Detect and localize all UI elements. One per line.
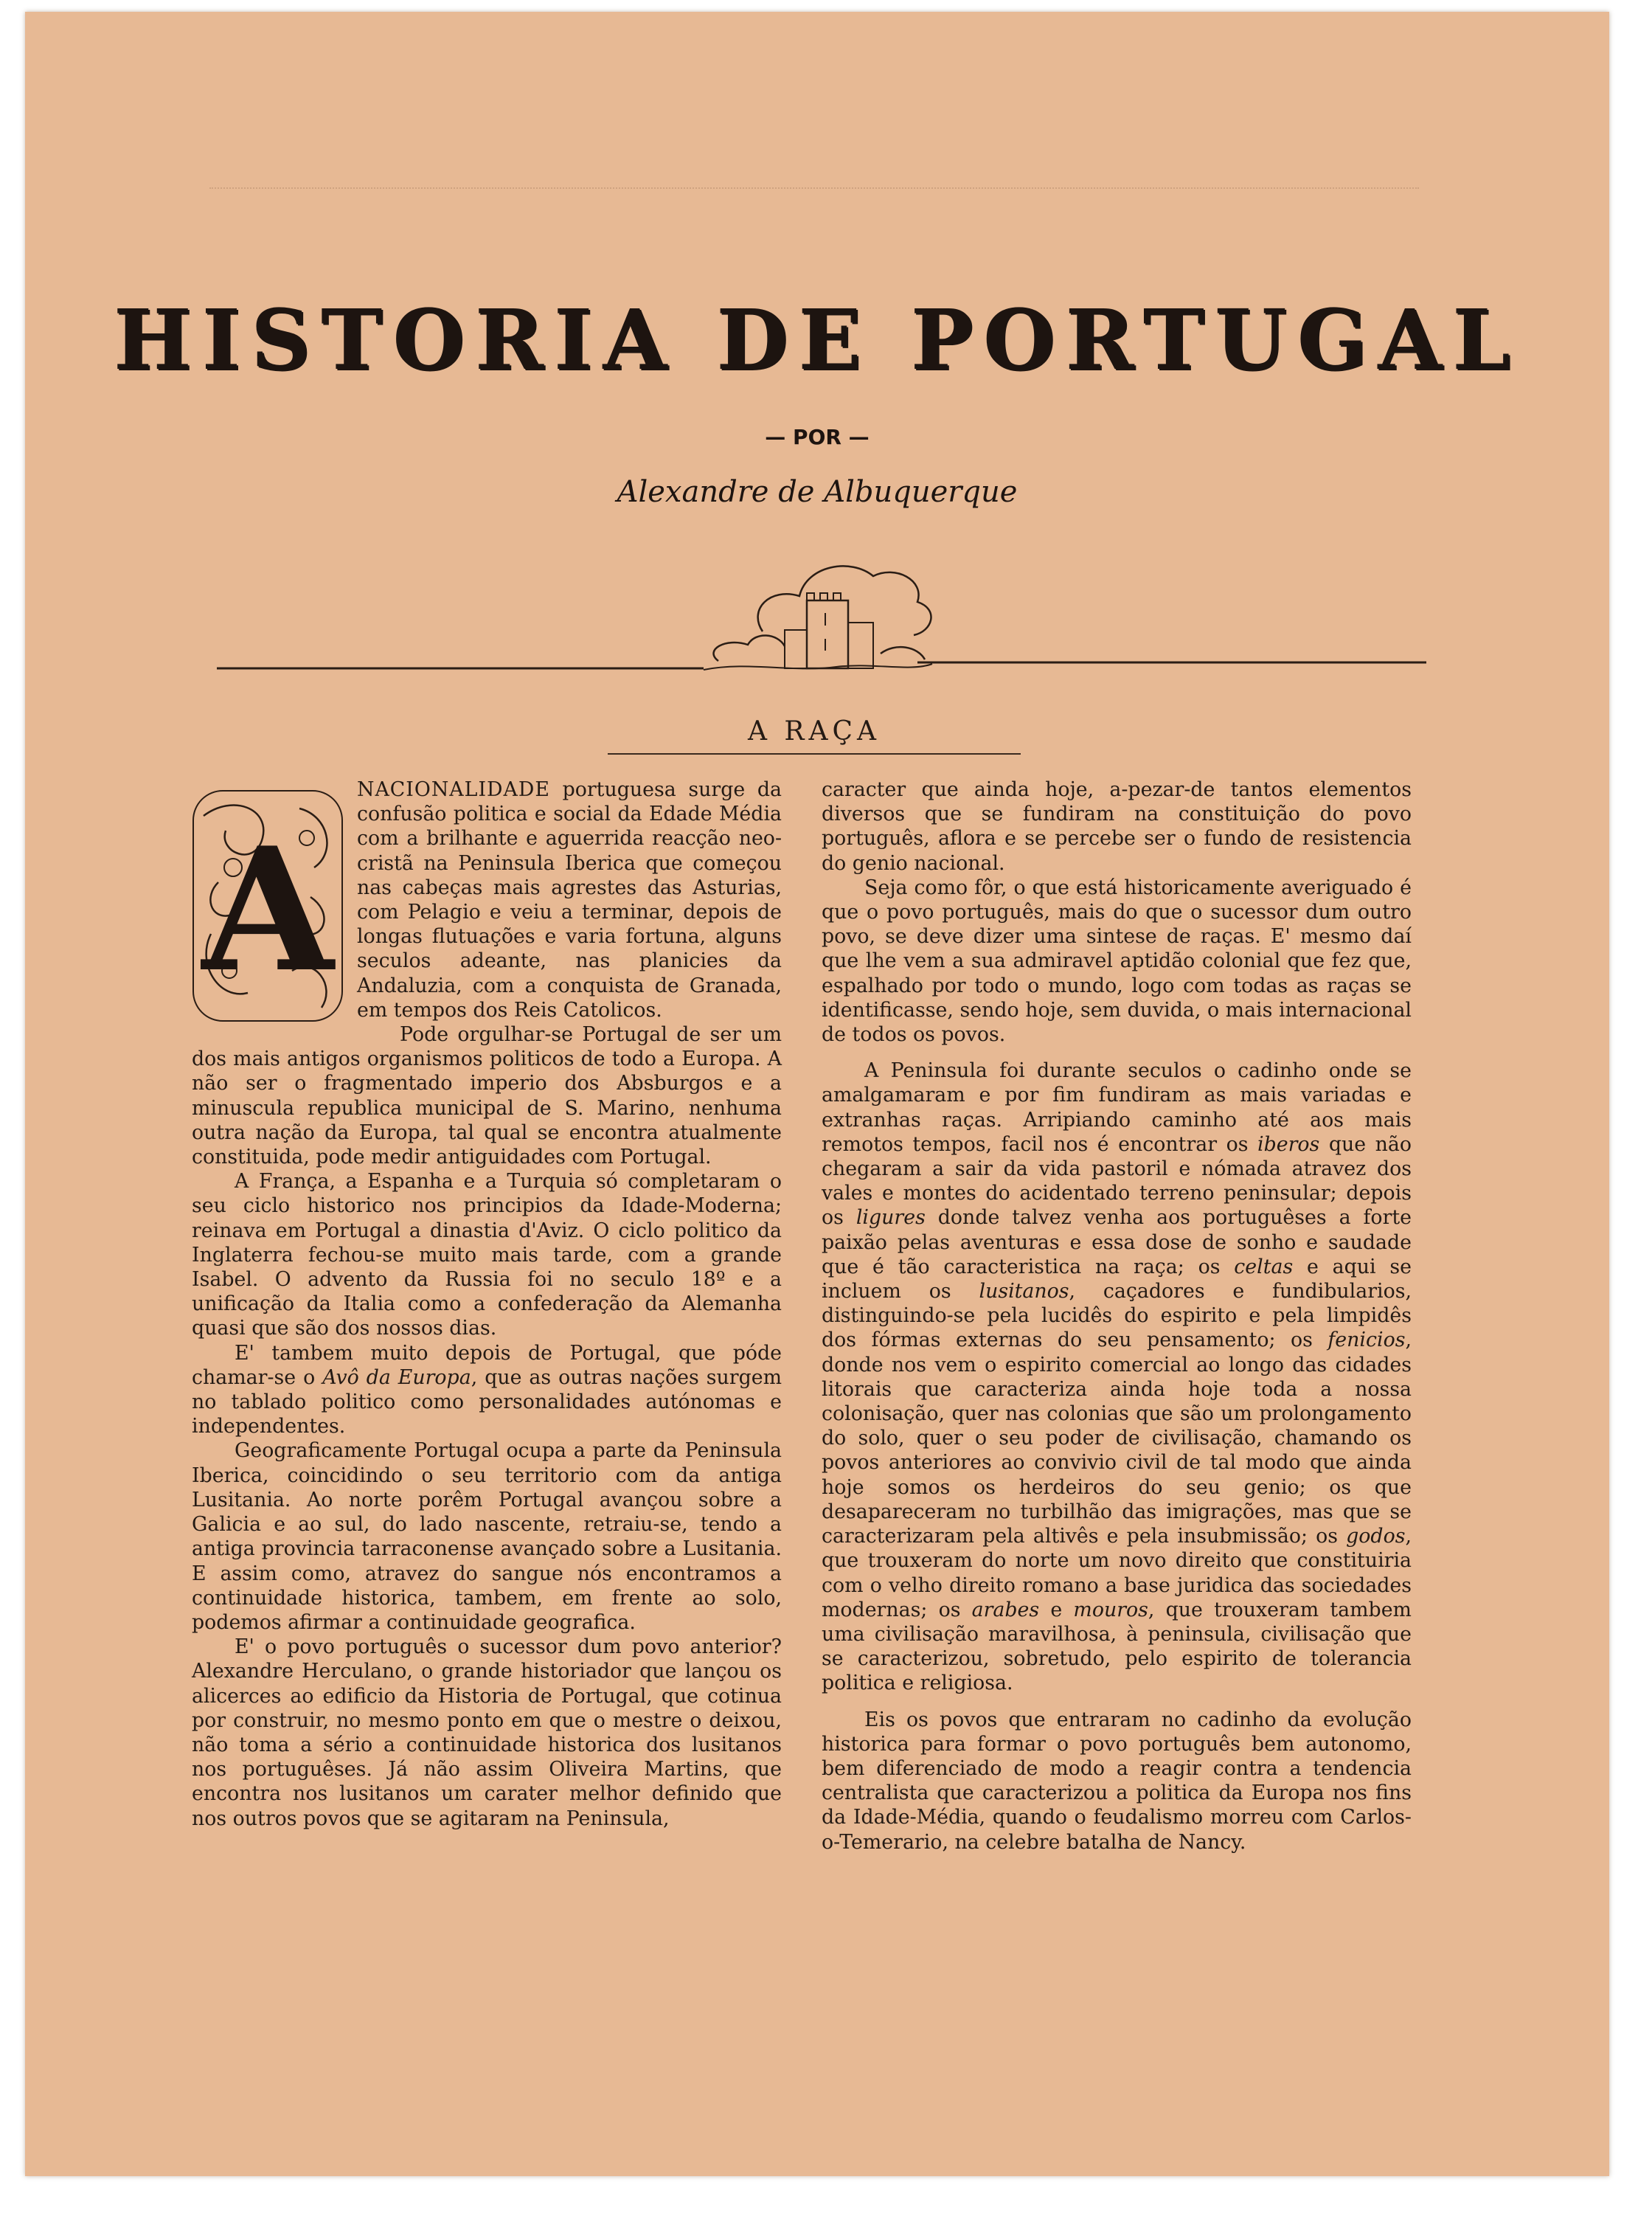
section-divider <box>608 753 1021 755</box>
paragraph: Eis os povos que entraram no cadinho da evolução historica para formar o povo português bem autonomo, bem diferenciado de modo a reagir contra a tendencia centralista que caracterizou a politica da Europa nos fins da Idade-Média, quando o feudalismo morreu com Carlos-o-Temerario, na celebre batalha de Nancy. <box>822 1708 1412 1854</box>
article-title: HISTORIA DE PORTUGAL <box>113 292 1521 389</box>
byline: — POR — <box>765 425 870 449</box>
right-column <box>822 778 1412 1854</box>
paragraph: A Peninsula foi durante seculos o cadinho onde se amalgamaram e por fim fundiram as mais variadas e extranhas raças. Arripiando caminho até aos mais remotos tempos, facil nos é encontrar os iberos que não chegaram a sair da vida pastoril e nómada atravez dos vales e montes do acidentado terreno peninsular; depois os ligures donde talvez venha aos portuguêses a forte paixão pelas aventuras e essa dose de sonho e saudade que é tão caracteristica na raça; os celtas e aqui se incluem os lusitanos, caçadores e fundibularios, distinguindo-se pela lucidês do espirito e pela limpidês dos fórmas externas do seu pensamento; os fenicios, donde nos vem o espirito comercial ao longo das cidades litorais que caracteriza ainda hoje toda a nossa colonisação, quer nas colonias que são um prolongamento do solo, quer o seu poder de civilisação, chamando os povos anteriores ao convivio civil de tal modo que ainda hoje somos os herdeiros do seu genio; os que desapareceram no turbilhão das imigrações, mas que se caracterizaram pela altivês e pela insubmissão; os godos, que trouxeram do norte um novo direito que constituiria com o velho direito romano a base juridica das sociedades modernas; os arabes e mouros, que trouxeram tambem uma civilisação maravilhosa, à peninsula, civilisação que se caracterizou, sobretudo, pelo espirito de tolerancia politica e religiosa. <box>822 1059 1412 1695</box>
paragraph: E' tambem muito depois de Portugal, que póde chamar-se o Avô da Europa, que as outras nações surgem no tablado politico como personalidades autónomas e independentes. <box>192 1341 782 1438</box>
paragraph: caracter que ainda hoje, a-pezar-de tantos elementos diversos que se fundiram na constituição do povo português, aflora e se percebe ser o fundo de resistencia do genio nacional. <box>822 778 1412 875</box>
section-title: A RAÇA <box>747 716 881 747</box>
emphasis: celtas <box>1234 1255 1294 1278</box>
paragraph: Pode orgulhar-se Portugal de ser um dos mais antigos organismos politicos de todo a Europa. A não ser o fragmentado imperio dos Absburgos e a minuscula republica municipal de S. Marino, nenhuma outra nação da Europa, tal qual se encontra atualmente constituida, pode medir antiguidades com Portugal. <box>192 1023 782 1169</box>
svg-text:A: A <box>201 811 334 1010</box>
emphasis: godos <box>1346 1525 1406 1548</box>
paragraph-text: portuguesa surge da confusão politica e social da Edade Média com a brilhante e aguerrida reacção neo-cristã na Peninsula Iberica que começou nas cabeças mais agrestes das Asturias, com Pelagio e veiu a terminar, depois de longas flutuações e varia fortuna, alguns seculos adeante, nas planicies da Andaluzia, com a conquista de Granada, em tempos dos Reis Catolicos. <box>357 778 782 1022</box>
bleed-through-rule <box>209 187 1419 189</box>
emphasis: arabes <box>971 1598 1040 1621</box>
castle-vignette <box>187 543 1441 683</box>
emphasis: ligures <box>856 1206 926 1230</box>
paragraph: A França, a Espanha e a Turquia só completaram o seu ciclo historico nos principios da Idade-Moderna; reinava em Portugal a dinastia d'Aviz. O ciclo politico da Inglaterra fechou-se muito mais tarde, com a grande Isabel. O advento da Russia foi no seculo 18º e a unificação da Italia como a confederação da Alemanha quasi que são dos nossos dias. <box>192 1170 782 1340</box>
author-name: Alexandre de Albuquerque <box>617 475 1018 509</box>
emphasis: lusitanos <box>979 1280 1069 1303</box>
page-sheet <box>25 12 1609 2176</box>
emphasis: Avô da Europa <box>322 1365 471 1389</box>
ornamental-initial <box>189 786 347 1025</box>
left-column <box>192 778 782 1831</box>
emphasis: fenicios <box>1328 1329 1406 1352</box>
lead-word: NACIONALIDADE <box>357 778 550 801</box>
emphasis: mouros <box>1073 1598 1148 1621</box>
emphasis: iberos <box>1257 1132 1320 1156</box>
paragraph: E' o povo português o sucessor dum povo anterior? Alexandre Herculano, o grande historiador que lançou os alicerces ao edificio da Historia de Portugal, que cotinua por construir, no mesmo ponto em que o mestre o deixou, não toma a sério a continuidade historica dos lusitanos nos portuguêses. Já não assim Oliveira Martins, que encontra nos lusitanos um carater melhor definido que nos outros povos que se agitaram na Peninsula, <box>192 1635 782 1830</box>
paragraph: Seja como fôr, o que está historicamente averiguado é que o povo português, mais do que o sucessor dum outro povo, se deve dizer uma sintese de raças. E' mesmo daí que lhe vem a sua admiravel aptidão colonial que fez que, espalhado por todo o mundo, logo com todas as raças se identificasse, sendo hoje, sem duvida, o mais internacional de todos os povos. <box>822 876 1412 1047</box>
paragraph <box>192 778 782 1022</box>
paragraph: Geograficamente Portugal ocupa a parte da Peninsula Iberica, coincidindo o seu territorio com da antiga Lusitania. Ao norte porêm Portugal avançou sobre a Galicia e ao sul, do lado nascente, retraiu-se, tendo a antiga provincia tarraconense avançado sobre a Lusitania. E assim como, atravez do sangue nós encontramos a continuidade historica, tambem, em frente ao solo, podemos afirmar a continuidade geografica. <box>192 1439 782 1634</box>
